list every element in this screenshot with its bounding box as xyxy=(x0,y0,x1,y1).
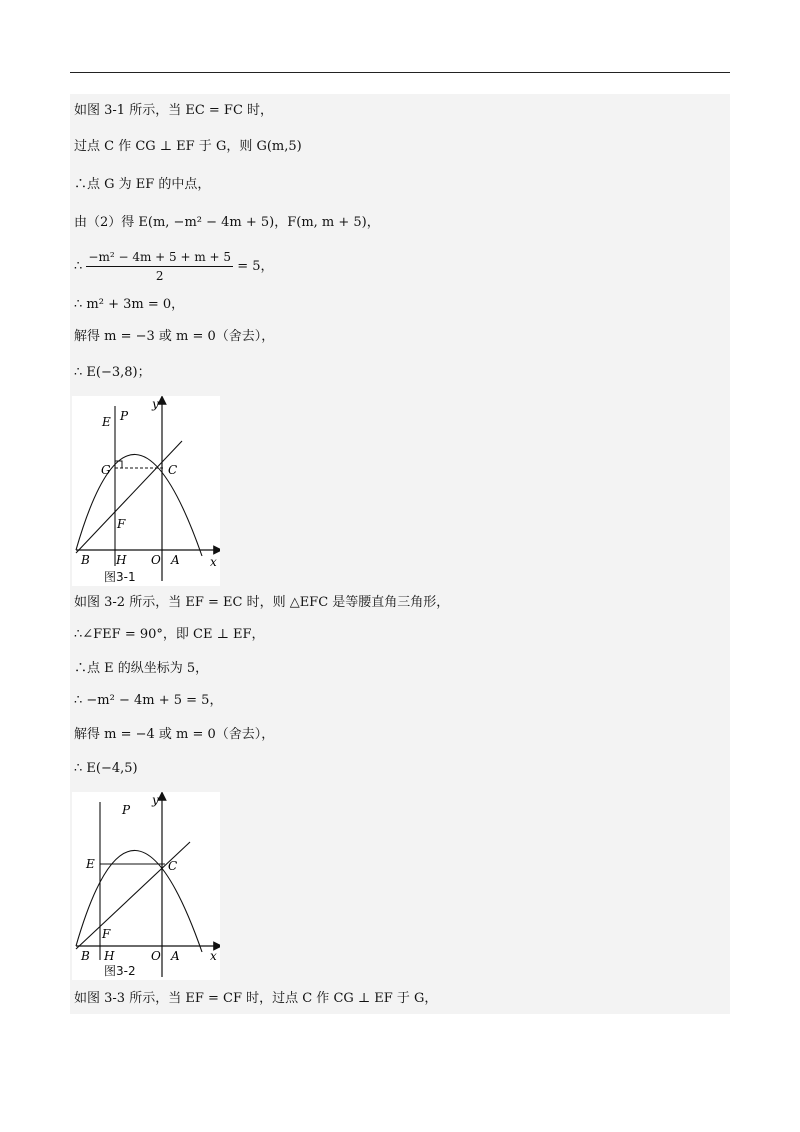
fraction-result: = 5， xyxy=(237,259,274,274)
fraction-numerator: −m² − 4m + 5 + m + 5 xyxy=(86,248,233,267)
figure-3-1-graph xyxy=(72,396,220,586)
text-line-14: ∴ E(−4,5) xyxy=(74,761,138,776)
text-line-7: 解得 m = −3 或 m = 0（舍去）， xyxy=(74,329,275,344)
text-line-8: ∴ E(−3,8)； xyxy=(74,365,151,380)
label-b: B xyxy=(81,553,90,567)
label-e: E xyxy=(102,415,111,429)
figure-3-2 xyxy=(72,792,220,980)
text-line-11: ∴点 E 的纵坐标为 5， xyxy=(74,661,209,676)
text-line-1: 如图 3-1 所示，当 EC = FC 时， xyxy=(74,103,274,118)
label-g: G xyxy=(101,463,111,477)
text-line-3: ∴点 G 为 EF 的中点， xyxy=(74,177,211,192)
solution-panel xyxy=(70,94,730,1014)
label-p: P xyxy=(120,409,129,423)
right-angle-mark xyxy=(115,461,122,468)
parabola xyxy=(76,454,202,556)
label-o: O xyxy=(151,553,161,567)
label-x: x xyxy=(210,555,217,569)
label-a: A xyxy=(171,553,180,567)
label-y: y xyxy=(152,397,159,411)
label-f: F xyxy=(102,927,111,941)
text-line-13: 解得 m = −4 或 m = 0（舍去）， xyxy=(74,727,275,742)
label-x: x xyxy=(210,949,217,963)
label-c: C xyxy=(168,463,178,477)
figure-3-1-caption: 图3-1 xyxy=(104,570,136,584)
text-line-10: ∴∠FEF = 90°，即 CE ⊥ EF， xyxy=(74,627,265,642)
label-y: y xyxy=(152,793,159,807)
label-h: H xyxy=(116,553,127,567)
label-h: H xyxy=(104,949,115,963)
text-line-6: ∴ m² + 3m = 0， xyxy=(74,297,185,312)
label-o: O xyxy=(151,949,161,963)
label-c: C xyxy=(168,859,178,873)
figure-3-2-caption: 图3-2 xyxy=(104,964,136,978)
header-rule xyxy=(70,72,730,73)
therefore-symbol: ∴ xyxy=(74,259,83,274)
label-b: B xyxy=(81,949,90,963)
line-bc xyxy=(76,441,182,553)
fraction xyxy=(86,248,233,285)
text-line-4: 由（2）得 E(m, −m² − 4m + 5)，F(m, m + 5)， xyxy=(74,215,380,230)
fraction-denominator: 2 xyxy=(155,269,164,283)
parabola xyxy=(76,850,202,952)
text-line-5 xyxy=(74,248,274,285)
text-line-2: 过点 C 作 CG ⊥ EF 于 G，则 G(m,5) xyxy=(74,139,302,154)
label-p: P xyxy=(122,803,131,817)
text-line-9: 如图 3-2 所示，当 EF = EC 时，则 △EFC 是等腰直角三角形， xyxy=(74,595,450,610)
label-a: A xyxy=(171,949,180,963)
figure-3-1 xyxy=(72,396,220,586)
text-line-15: 如图 3-3 所示，当 EF = CF 时，过点 C 作 CG ⊥ EF 于 G， xyxy=(74,991,438,1006)
text-line-12: ∴ −m² − 4m + 5 = 5， xyxy=(74,693,223,708)
label-f: F xyxy=(117,517,126,531)
figure-3-2-graph xyxy=(72,792,220,980)
label-e: E xyxy=(86,857,95,871)
